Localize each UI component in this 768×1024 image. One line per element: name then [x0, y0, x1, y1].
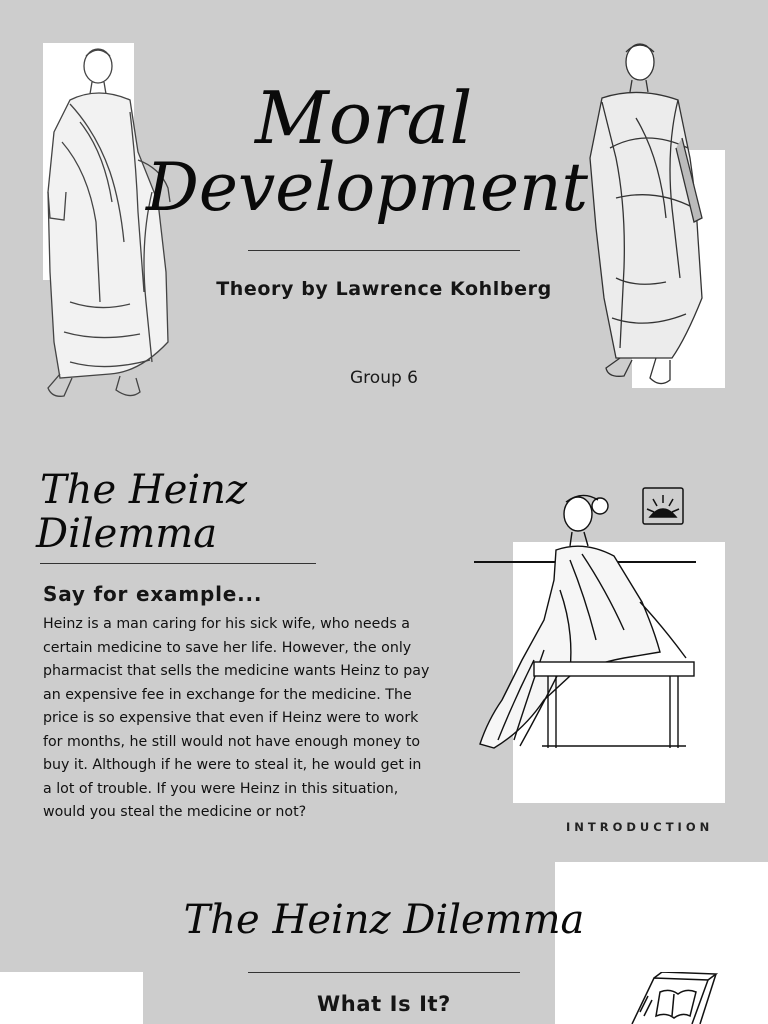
section-heading-line1: The Heinz: [40, 467, 248, 513]
slide3-subheading: What Is It?: [317, 992, 451, 1016]
paragraph-line: would you steal the medicine or not?: [43, 804, 307, 820]
slide3-heading: The Heinz Dilemma: [183, 897, 585, 943]
lead-text: Say for example...: [43, 582, 263, 606]
paragraph-line: a lot of trouble. If you were Heinz in this situation,: [43, 780, 399, 797]
section-divider: [40, 563, 316, 564]
section-label: INTRODUCTION: [566, 820, 714, 834]
subtitle: Theory by Lawrence Kohlberg: [216, 278, 552, 300]
paragraph-line: pharmacist that sells the medicine wants Heinz to pay: [43, 663, 430, 679]
roman-figure-right-illustration: [576, 38, 711, 390]
group-label: Group 6: [350, 368, 418, 388]
title-divider: [248, 250, 520, 251]
paragraph-line: an expensive fee in exchange for the medicine. The: [43, 686, 412, 703]
dilemma-paragraph: [43, 613, 473, 825]
paragraph-line: buy it. Although if he were to steal it, he would get in: [43, 757, 422, 773]
seated-woman-illustration: [474, 490, 699, 752]
slide-title-line1: Moral: [255, 76, 473, 160]
paragraph-line: price is so expensive that even if Heinz were to work: [43, 710, 419, 726]
slide-title-line2: Development: [146, 149, 589, 226]
slide3-divider: [248, 972, 520, 973]
section-heading-line2: Dilemma: [36, 511, 218, 557]
paragraph-line: certain medicine to save her life. However, the only: [43, 639, 412, 656]
paragraph-line: for months, he still would not have enough money to: [43, 733, 421, 750]
book-icon: [626, 972, 722, 1024]
paragraph-line: Heinz is a man caring for his sick wife, who needs a: [43, 616, 410, 632]
